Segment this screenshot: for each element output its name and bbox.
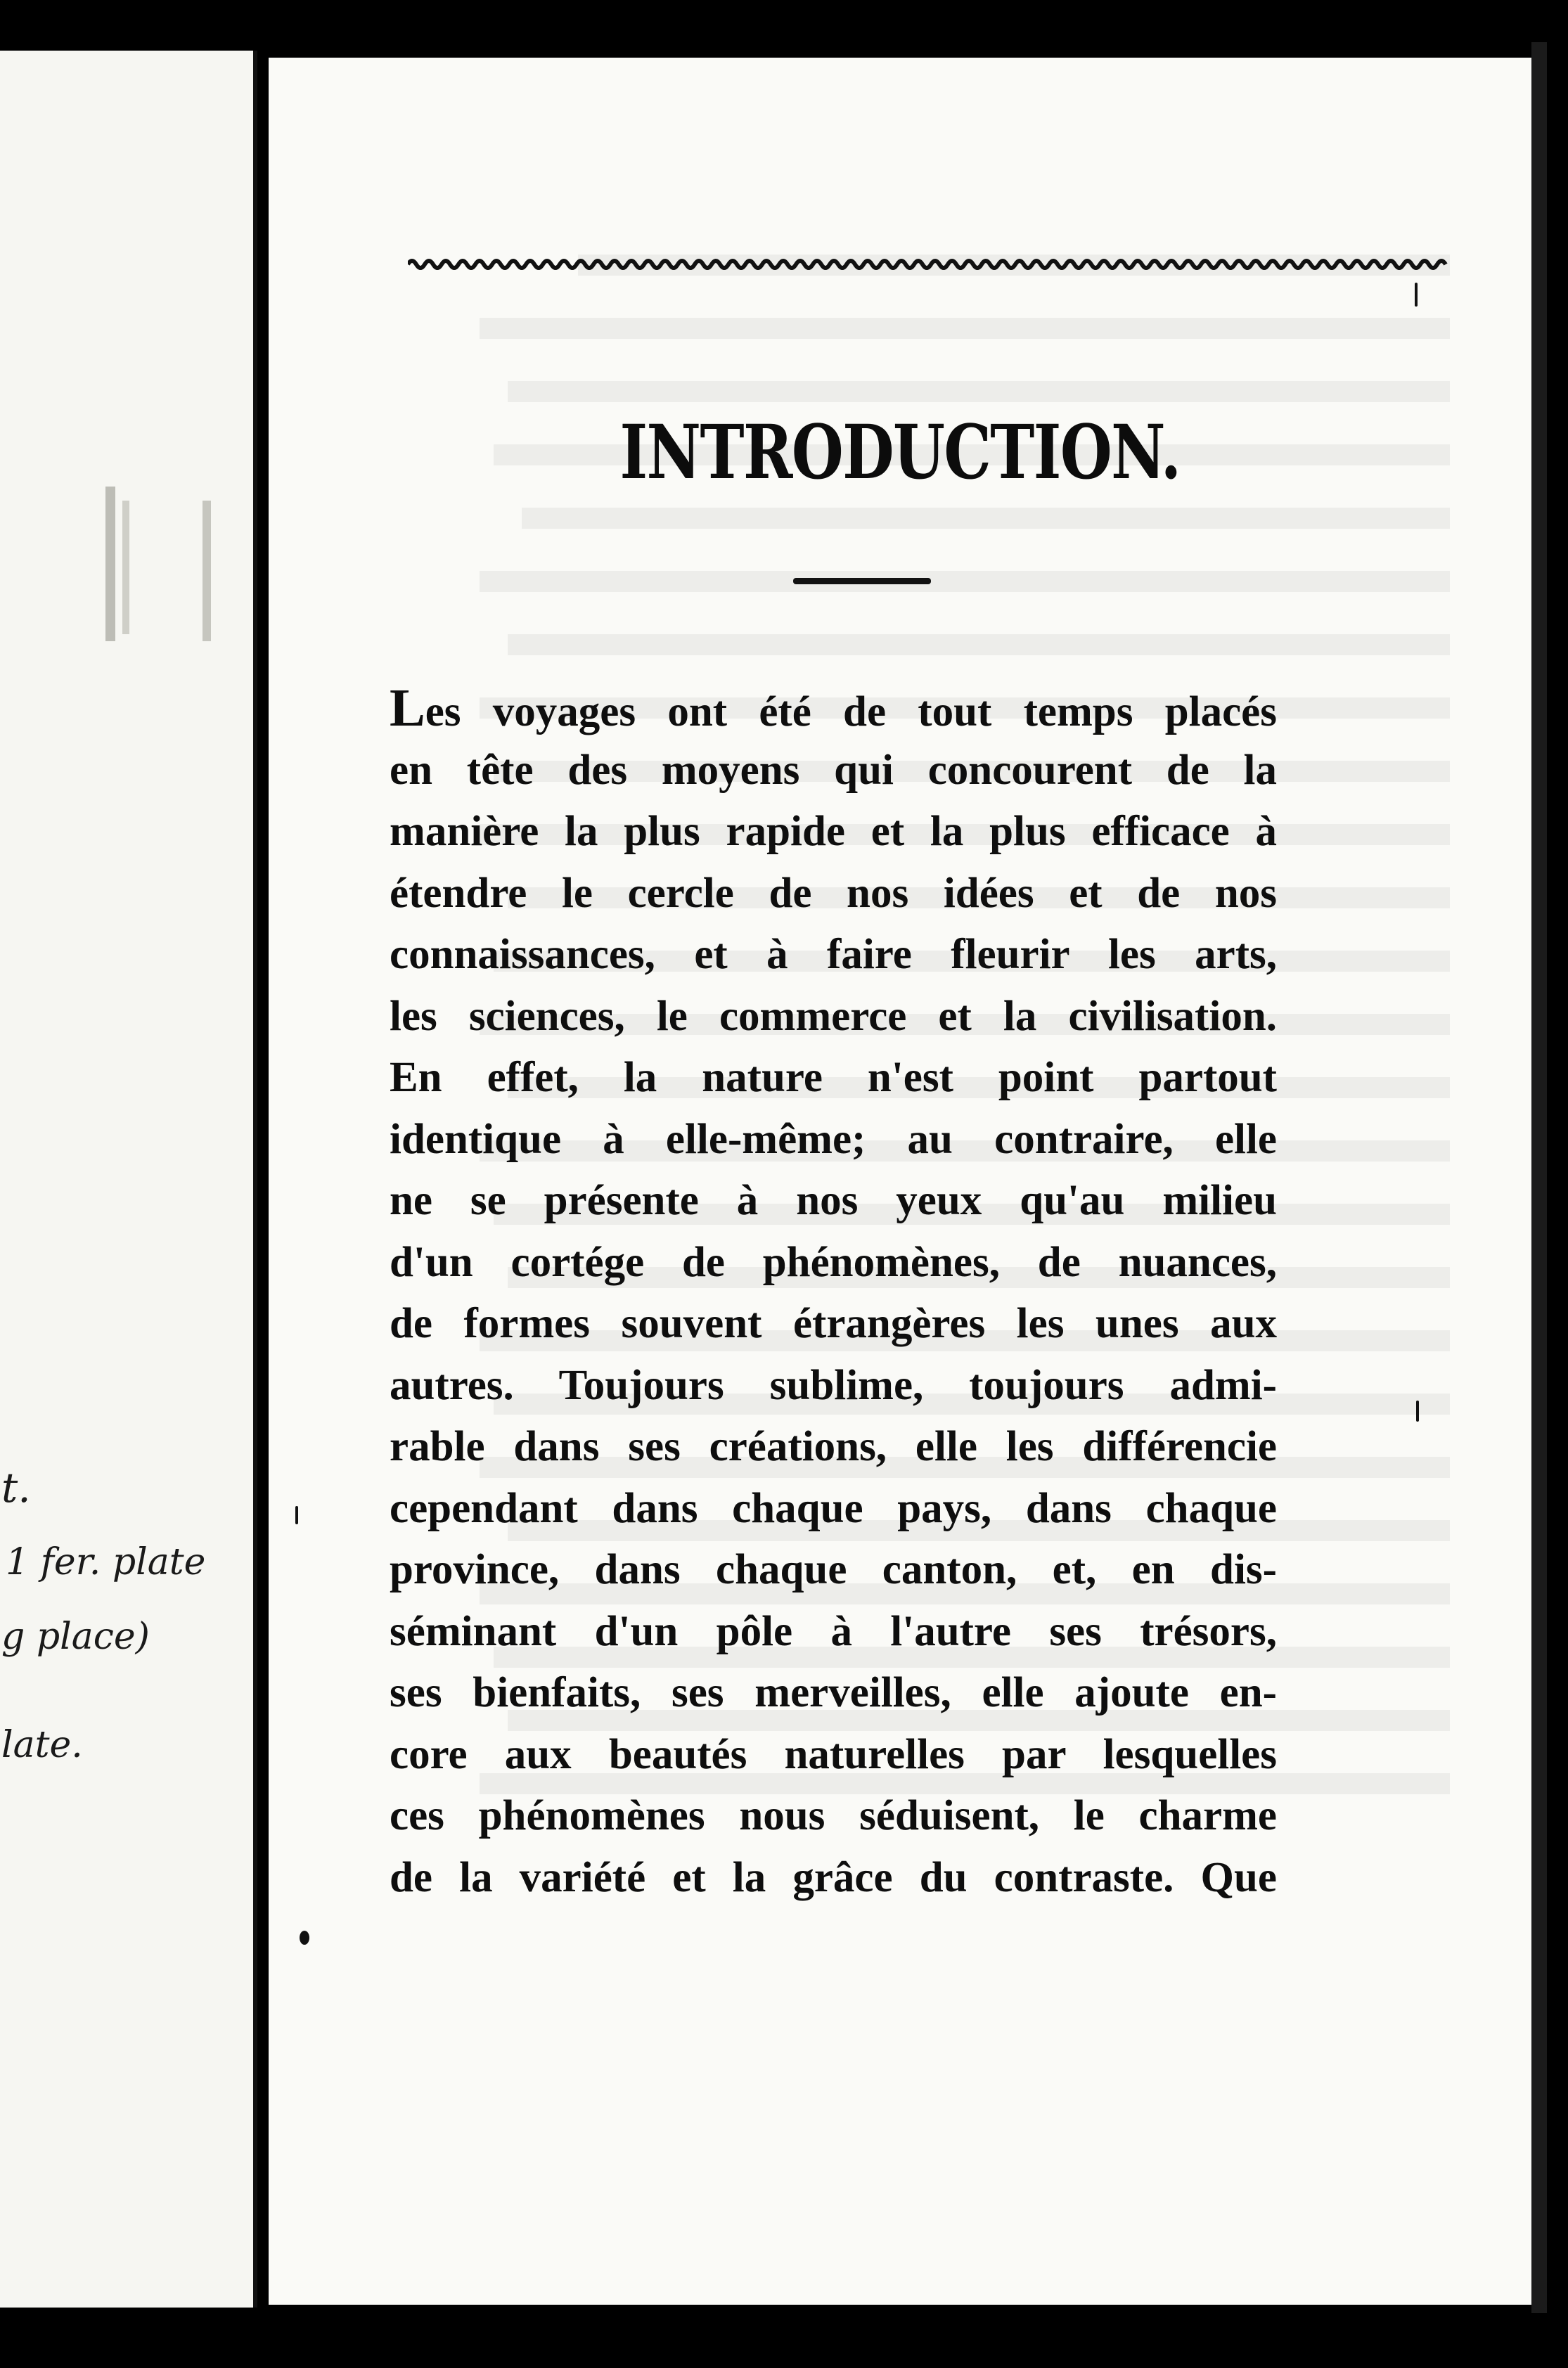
text-line: ses bienfaits, ses merveilles, elle ajoute en- [390,1669,1277,1716]
text-line: identique à elle-même; au contraire, elle [390,1115,1277,1163]
title-underline-rule [793,578,931,584]
text-line [390,678,1277,740]
margin-note-2: 1 fer. plate [6,1541,206,1583]
show-through-mark [197,501,225,655]
book-page [269,58,1531,2305]
text-line: de formes souvent étrangères les unes aux [390,1300,1277,1347]
ink-speck [295,1506,298,1524]
text-line: ces phénomènes nous séduisent, le charme [390,1792,1277,1839]
left-page-edge [0,51,257,2308]
opening-initial: L [390,678,425,738]
text-line: séminant d'un pôle à l'autre ses trésors, [390,1607,1277,1655]
text-line: étendre le cercle de nos idées et de nos [390,869,1277,917]
text-line: cependant dans chaque pays, dans chaque [390,1484,1277,1532]
ink-speck [300,1931,309,1945]
text-line: connaissances, et à faire fleurir les arts, [390,931,1277,978]
page-title: INTRODUCTION. [619,408,1181,496]
ink-speck [1415,283,1418,307]
text-line: autres. Toujours sublime, toujours admi- [390,1361,1277,1409]
margin-note-1: t. [1,1464,31,1512]
ornamental-rule [408,256,1505,273]
text-line: province, dans chaque canton, et, en dis- [390,1546,1277,1593]
body-paragraph [390,678,1277,1908]
text-line: rable dans ses créations, elle les différencie [390,1423,1277,1470]
text-line: core aux beautés naturelles par lesquelles [390,1730,1277,1778]
text-line: de la variété et la grâce du contraste. Que [390,1853,1277,1901]
opening-line-rest: es voyages ont été de tout temps placés [425,688,1277,735]
margin-note-4: late. [1,1724,83,1766]
text-line: En effet, la nature n'est point partout [390,1054,1277,1101]
text-line: en tête des moyens qui concourent de la [390,746,1277,794]
page-gutter-shadow [1531,42,1547,2313]
text-line: manière la plus rapide et la plus efficace à [390,808,1277,855]
ink-speck [1416,1401,1419,1422]
text-line: les sciences, le commerce et la civilisation. [390,992,1277,1040]
text-line: ne se présente à nos yeux qu'au milieu [390,1177,1277,1224]
margin-note-3: g place) [1,1616,150,1658]
show-through-mark [98,487,141,655]
text-line: d'un cortége de phénomènes, de nuances, [390,1238,1277,1286]
